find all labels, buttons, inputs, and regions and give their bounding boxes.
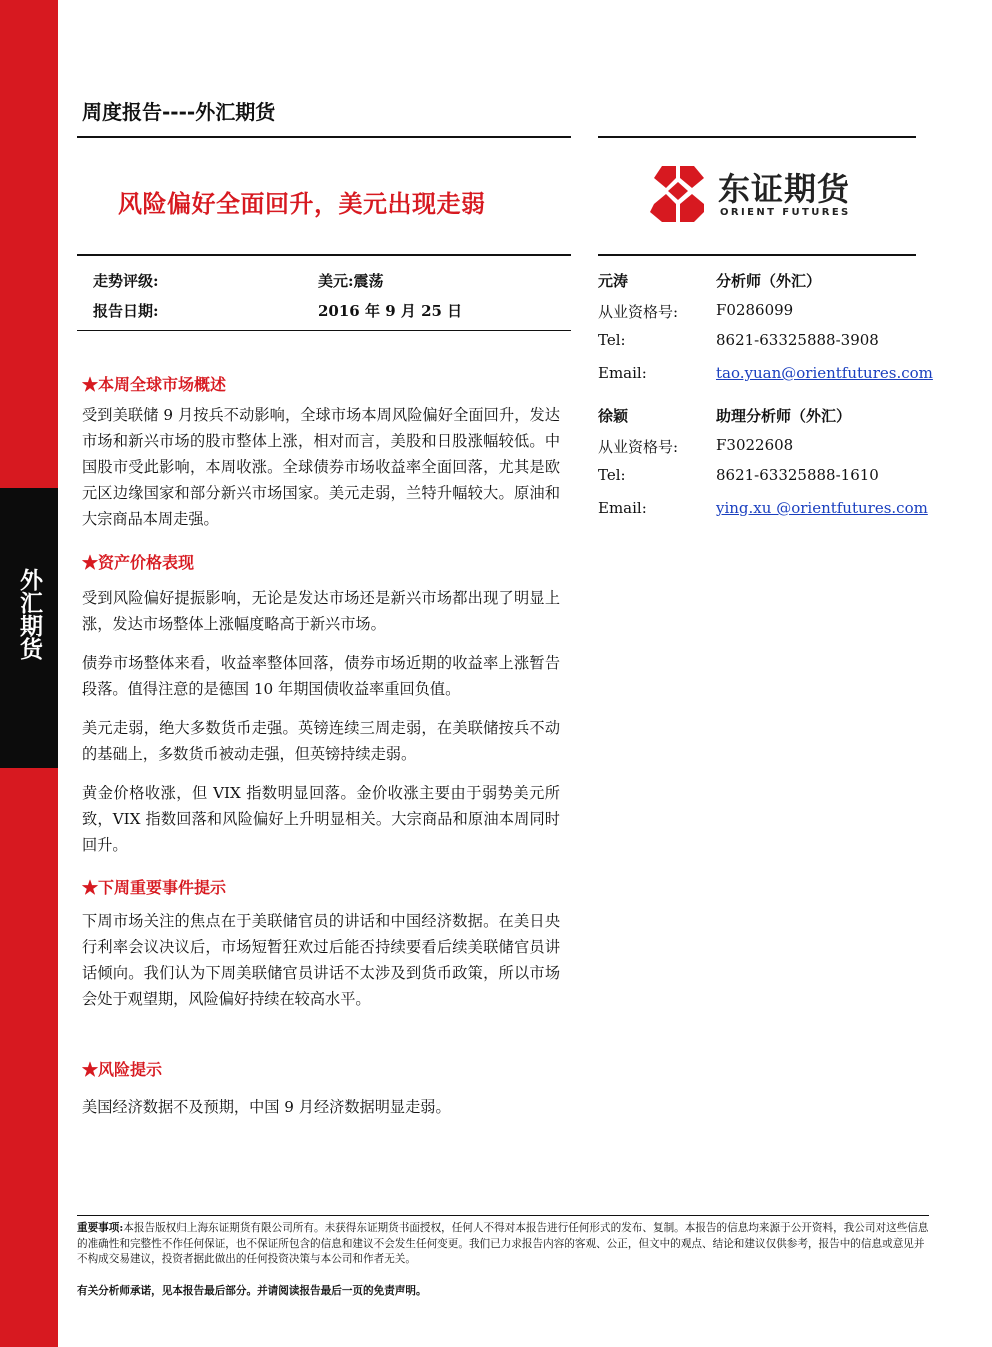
analyst-1-email-label: Email: — [598, 364, 647, 382]
analyst-1-cert-label: 从业资格号: — [598, 303, 679, 321]
analyst-1-name: 元涛 — [598, 272, 629, 290]
footer-notice — [77, 1221, 929, 1268]
analyst-1-role: 分析师（外汇） — [716, 272, 822, 290]
analyst-2-role: 助理分析师（外汇） — [716, 407, 852, 425]
header-rule-right — [598, 136, 916, 138]
rating-value: 美元:震荡 — [318, 272, 384, 290]
paragraph-next-week-events: 下周市场关注的焦点在于美联储官员的讲话和中国经济数据。在美日央行利率会议决议后，市场短暂狂欢过后能否持续要看后续美联储官员讲话倾向。我们认为下周美联储官员讲话不太涉及到货币政策，所以市场会处于观望期，风险偏好持续在较高水平。 — [82, 912, 560, 1008]
report-type-title: 周度报告----外汇期货 — [82, 100, 276, 124]
paragraph-asset-prices-4: 黄金价格收涨，但 VIX 指数明显回落。金价收涨主要由于弱势美元所致，VIX 指数回落和风险偏好上升明显相关。大宗商品和原油本周同时回升。 — [82, 784, 560, 854]
analyst-2-tel: 8621-63325888-1610 — [716, 466, 879, 484]
header-rule-left — [77, 136, 571, 138]
analyst-2-cert: F3022608 — [716, 436, 794, 454]
analyst-2-tel-label: Tel: — [598, 466, 626, 484]
analyst-1-cert: F0286099 — [716, 301, 794, 319]
section-title-risk-warning: ★风险提示 — [82, 1060, 163, 1079]
date-label: 报告日期: — [93, 302, 159, 320]
footer-disclaimer: 有关分析师承诺，见本报告最后部分。并请阅读报告最后一页的免责声明。 — [77, 1285, 427, 1297]
analyst-2-name: 徐颖 — [598, 407, 629, 425]
footer-notice-text: 本报告版权归上海东证期货有限公司所有。未获得东证期货书面授权，任何人不得对本报告进行任何形式的发布、复制。本报告的信息均来源于公开资料，我公司对这些信息的准确性和完整性不作任何保证，也不保证所包含的信息和建议不会发生任何变更。我们已力求报告内容的客观、公正，但文中的观点、结论和建议仅供参考，报告中的信息或意见并不构成交易建议，投资者据此做出的任何投资决策与本公司和作者无关。 — [77, 1222, 929, 1265]
analyst-1-email-link[interactable]: tao.yuan@orientfutures.com — [716, 364, 933, 382]
paragraph-asset-prices-3: 美元走弱，绝大多数货币走强。英镑连续三周走弱，在美联储按兵不动的基础上，多数货币被动走强，但英镑持续走弱。 — [82, 719, 560, 763]
paragraph-risk-warning: 美国经济数据不及预期，中国 9 月经济数据明显走弱。 — [82, 1098, 451, 1116]
info-rule-bottom — [77, 330, 571, 331]
analyst-2-cert-label: 从业资格号: — [598, 438, 679, 456]
analyst-2-email-label: Email: — [598, 499, 647, 517]
sidebar-label: 外汇期货 — [16, 568, 42, 660]
logo-mark-icon — [646, 164, 710, 224]
footer-notice-label: 重要事项: — [77, 1222, 124, 1234]
report-headline: 风险偏好全面回升，美元出现走弱 — [118, 190, 486, 218]
paragraph-asset-prices-1: 受到风险偏好提振影响，无论是发达市场还是新兴市场都出现了明显上涨，发达市场整体上涨幅度略高于新兴市场。 — [82, 589, 560, 633]
analyst-2-email-link[interactable]: ying.xu @orientfutures.com — [716, 499, 928, 517]
date-value: 2016 年 9 月 25 日 — [318, 302, 463, 320]
section-title-market-overview: ★本周全球市场概述 — [82, 375, 227, 394]
company-logo — [646, 164, 876, 224]
section-title-asset-prices: ★资产价格表现 — [82, 553, 195, 572]
section-title-next-week-events: ★下周重要事件提示 — [82, 878, 227, 897]
paragraph-market-overview: 受到美联储 9 月按兵不动影响，全球市场本周风险偏好全面回升，发达市场和新兴市场的股市整体上涨，相对而言，美股和日股涨幅较低。中国股市受此影响，本周收涨。全球债券市场收益率全面回落，尤其是欧元区边缘国家和部分新兴市场国家。美元走弱，兰特升幅较大。原油和大宗商品本周走强。 — [82, 406, 560, 528]
paragraph-asset-prices-2: 债券市场整体来看，收益率整体回落，债券市场近期的收益率上涨暂告段落。值得注意的是德国 10 年期国债收益率重回负值。 — [82, 654, 560, 698]
info-rule-top — [77, 254, 571, 256]
logo-name-cn: 东证期货 — [718, 170, 851, 208]
footer-rule — [77, 1215, 929, 1216]
logo-name-en: ORIENT FUTURES — [720, 207, 851, 218]
analyst-rule-top — [598, 254, 916, 256]
analyst-1-tel: 8621-63325888-3908 — [716, 331, 879, 349]
analyst-1-tel-label: Tel: — [598, 331, 626, 349]
rating-label: 走势评级: — [93, 272, 159, 290]
